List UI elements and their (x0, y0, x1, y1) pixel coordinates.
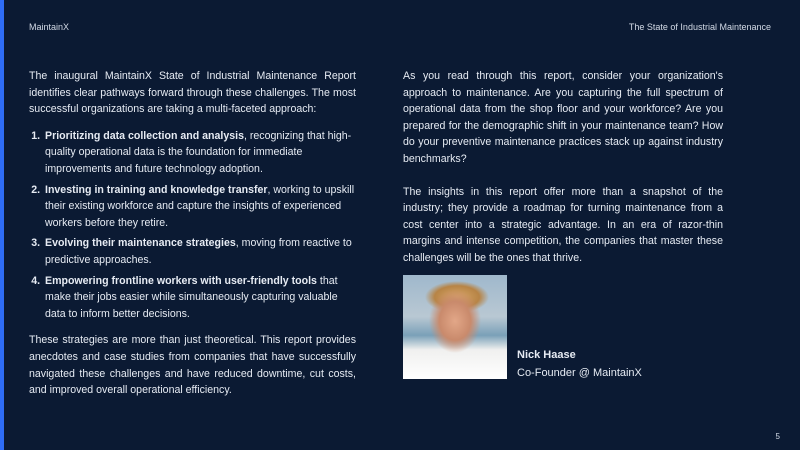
list-item-bold: Investing in training and knowledge transfer (45, 183, 268, 196)
list-item-bold: Prioritizing data collection and analysis (45, 129, 244, 142)
insights-paragraph: The insights in this report offer more than a snapshot of the industry; they provide a roadmap for turning maintenance from a cost center into a strategic advantage. In an era of razor-thin margins and intense competition, the companies that master these challenges will be the ones that thrive. (403, 185, 723, 264)
list-item (43, 182, 356, 232)
list-item-text: , recognizing that high-quality operational data is the foundation for immediate improvements and future technology adoption. (45, 129, 352, 175)
left-column (29, 68, 356, 399)
list-item-text: , moving from reactive to predictive approaches. (45, 237, 352, 266)
reflection-paragraph: As you read through this report, consider your organization's approach to maintenance. Are you capturing the full spectrum of operational data from the shop floor and your workforce? Are you prepared for the demographic shift in your maintenance team? How do your preventive maintenance practices stack up against industry benchmarks? (403, 70, 723, 165)
strategy-list (29, 128, 356, 323)
list-item-bold: Evolving their maintenance strategies (45, 237, 236, 250)
page-number: 5 (775, 432, 780, 441)
intro-paragraph: The inaugural MaintainX State of Industrial Maintenance Report identifies clear pathways forward through these challenges. The most successful organizations are taking a multi-faceted approach: (29, 70, 356, 116)
list-item (43, 235, 356, 268)
right-column (403, 68, 723, 267)
list-item (43, 273, 356, 323)
list-item-text: that make their jobs easier while simultaneously capturing valuable data to inform better decisions. (45, 274, 338, 320)
list-item-text: , working to upskill their existing workforce and capture the insights of experienced workers before they retire. (45, 183, 355, 229)
author-photo (403, 275, 507, 379)
list-item (43, 128, 356, 178)
list-item-bold: Empowering frontline workers with user-friendly tools (45, 274, 317, 287)
author-role: Co-Founder @ MaintainX (517, 367, 642, 379)
author-name: Nick Haase (517, 349, 576, 361)
brand-name: MaintainX (29, 22, 70, 32)
report-title: The State of Industrial Maintenance (628, 22, 771, 32)
closing-paragraph: These strategies are more than just theoretical. This report provides anecdotes and case studies from companies that have successfully navigated these challenges and have reduced downtime, cut costs, and improved overall operational efficiency. (29, 334, 356, 397)
accent-bar (0, 0, 4, 450)
